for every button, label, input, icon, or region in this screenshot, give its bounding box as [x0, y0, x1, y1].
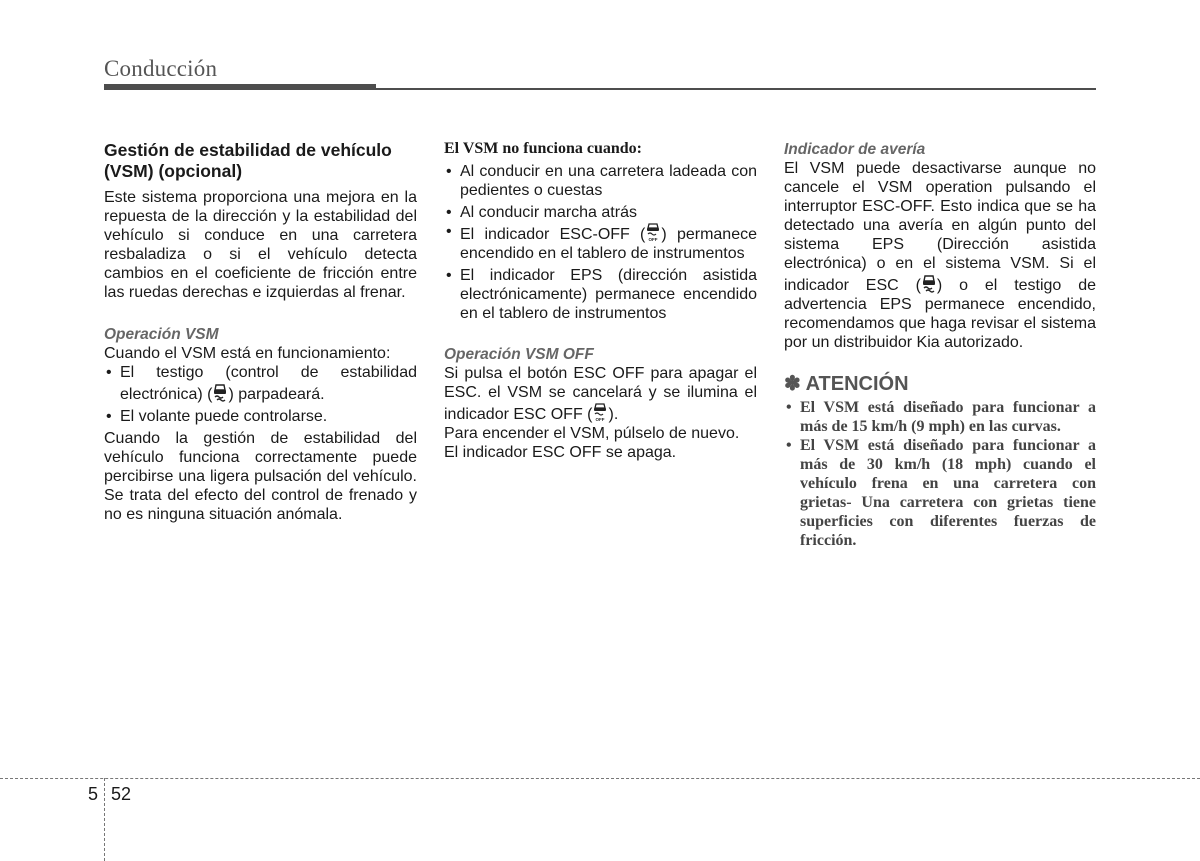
- section-heading-vsm: Gestión de estabilidad de vehículo (VSM) (opcional): [104, 140, 392, 181]
- column-2: [444, 140, 757, 462]
- list-item: [104, 407, 417, 426]
- footer-vertical-rule: [104, 778, 105, 861]
- list-item: [784, 436, 1096, 550]
- list-item: [444, 222, 757, 263]
- off-text-post: ).: [608, 406, 619, 423]
- column-3: [784, 140, 1096, 550]
- esc-off-label: OFF: [595, 417, 605, 422]
- list-item-text: El VSM está diseñado para funcionar a más de 15 km/h (9 mph) en las curvas.: [800, 399, 1096, 435]
- esc-off-car-icon: [592, 402, 608, 422]
- esc-skid-car-icon: [212, 382, 228, 402]
- operacion-vsm-text: Cuando el VSM está en funcionamiento:: [104, 345, 391, 362]
- operacion-vsm-list: [104, 363, 417, 426]
- header-rule-thick: [104, 84, 376, 90]
- vsm-intro-paragraph: Este sistema proporciona una mejora en la repuesta de la dirección y la estabilidad del vehículo si conduce en una carretera resbaladiza o si el vehículo detecta cambios en el coeficiente de fricción entre las ruedas derechas e izquierdas al frenar.: [104, 189, 417, 301]
- list-item: [104, 363, 417, 404]
- section-number: 5: [88, 784, 99, 804]
- esc-off-car-icon: [645, 222, 661, 242]
- list-item-text: El indicador EPS (dirección asistida electrónicamente) permanece encendido en el tablero de instrumentos: [460, 267, 757, 322]
- list-item: [784, 398, 1096, 436]
- fault-text-pre: El VSM puede desactivarse aunque no cancele el VSM operation pulsando el interruptor ESC-OFF. Esto indica que se ha detectado una avería en algún punto del sistema EPS (Dirección asistida electrónica) o en el sistema VSM. Si el indicador ESC (: [784, 160, 1096, 294]
- subheading-operacion-vsm: Operación VSM: [104, 326, 219, 343]
- esc-skid-car-icon: [921, 273, 937, 293]
- list-item-text: El VSM está diseñado para funcionar a más de 30 km/h (18 mph) cuando el vehículo frena en una carretera con grietas- Una carretera con grietas tiene superficies con diferentes fuerzas de fricción.: [800, 437, 1096, 549]
- list-item: [444, 162, 757, 200]
- attention-list: [784, 398, 1096, 550]
- fault-text-post: ) o el testigo de advertencia EPS permanece encendido, recomendamos que haga revisar el sistema por un distribuidor Kia autorizado.: [784, 277, 1097, 351]
- subheading-indicador-averia: Indicador de avería: [784, 141, 926, 158]
- list-item-text: Al conducir en una carretera ladeada con pedientes o cuestas: [460, 163, 757, 199]
- vsm-closing-paragraph: Cuando la gestión de estabilidad del vehículo funciona correctamente puede percibirse una ligera pulsación del vehículo. Se trata del efecto del control de frenado y no es ninguna situación anómala.: [104, 430, 417, 523]
- header-rule-thin: [376, 88, 1096, 90]
- subheading-operacion-vsm-off: Operación VSM OFF: [444, 346, 594, 363]
- heading-vsm-no-funciona: El VSM no funciona cuando:: [444, 140, 642, 157]
- column-1: [104, 140, 417, 524]
- page-number: 52: [111, 784, 132, 804]
- list-item-text: ) parpadeará.: [228, 386, 325, 403]
- indicador-averia-text: [784, 159, 1096, 352]
- attention-heading: ✽ ATENCIÓN: [784, 373, 909, 395]
- operacion-vsm-off-text: [444, 364, 757, 424]
- list-item: [444, 266, 757, 323]
- list-item-text: Al conducir marcha atrás: [460, 204, 637, 221]
- operacion-vsm-off-text-2: Para encender el VSM, púlselo de nuevo. El indicador ESC OFF se apaga.: [444, 425, 740, 461]
- list-item-text: El volante puede controlarse.: [120, 408, 328, 425]
- off-text-pre: Si pulsa el botón ESC OFF para apagar el ESC. el VSM se cancelará y se ilumina el indicador ESC OFF (: [444, 365, 757, 423]
- list-item: [444, 203, 757, 222]
- vsm-no-funciona-list: [444, 162, 757, 323]
- list-item-text: ) permanece encendido en el tablero de instrumentos: [460, 226, 757, 262]
- list-item-text: El testigo (control de estabilidad electrónica) (: [120, 364, 417, 403]
- page-header-title: Conducción: [104, 56, 218, 81]
- footer-dashed-rule: [0, 778, 1200, 779]
- list-item-text: El indicador ESC-OFF (: [460, 226, 646, 243]
- esc-off-label: OFF: [648, 237, 658, 242]
